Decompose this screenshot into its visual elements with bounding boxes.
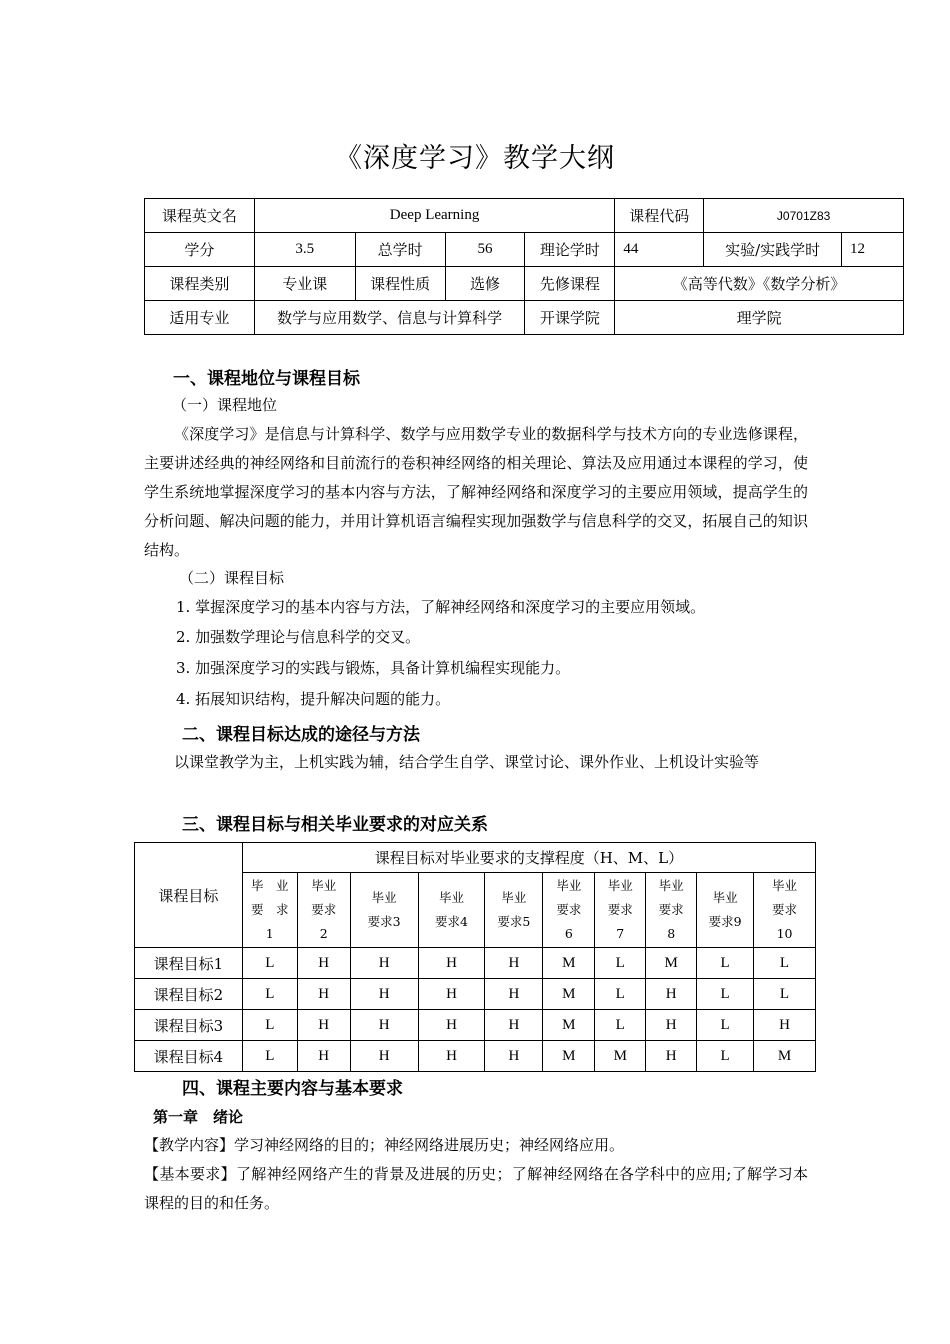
label-english-name: 课程英文名 — [145, 199, 255, 233]
support-level-cell: H — [297, 979, 350, 1010]
req-header: 毕业 要求9 — [697, 873, 754, 948]
section1-sub2: （二）课程目标 — [179, 569, 285, 587]
lab-hours: 12 — [842, 233, 904, 267]
support-level-cell: L — [242, 948, 297, 979]
label-major: 适用专业 — [145, 301, 255, 335]
req-header: 毕业 要求3 — [350, 873, 418, 948]
req-header: 毕 业 要 求 1 — [242, 873, 297, 948]
section1-para1: 《深度学习》是信息与计算科学、数学与应用数学专业的数据科学与技术方向的专业选修课程，主要讲述经典的神经网络和目前流行的卷积神经网络的相关理论、算法及应用通过本课程的学习，使学生系统地掌握深度学习的基本内容与方法，了解神经网络和深度学习的主要应用领域，提高学生的分析问题、解决问题的能力，并用计算机语言编程实现加强数学与信息科学的交叉，拓展自己的知识结构。 — [144, 425, 808, 559]
support-level-cell: M — [543, 1010, 595, 1041]
support-level-cell: H — [297, 1041, 350, 1072]
goal-label: 课程目标3 — [135, 1010, 243, 1041]
label-total-hours: 总学时 — [355, 233, 445, 267]
section3-heading: 三、课程目标与相关毕业要求的对应关系 — [182, 815, 488, 835]
table-row — [145, 301, 904, 335]
theory-hours: 44 — [615, 233, 704, 267]
support-level-cell: L — [697, 1010, 754, 1041]
support-level-cell: H — [646, 1010, 697, 1041]
chapter1-title: 第一章 绪论 — [153, 1108, 244, 1126]
total-hours: 56 — [445, 233, 525, 267]
label-course-code: 课程代码 — [615, 199, 704, 233]
support-level-cell: M — [595, 1041, 646, 1072]
support-level-cell: L — [595, 979, 646, 1010]
support-level-cell: L — [242, 979, 297, 1010]
support-level-cell: L — [697, 948, 754, 979]
college: 理学院 — [615, 301, 904, 335]
prereq: 《高等代数》《数学分析》 — [615, 267, 904, 301]
label-prereq: 先修课程 — [525, 267, 615, 301]
label-college: 开课学院 — [525, 301, 615, 335]
support-level-cell: M — [646, 948, 697, 979]
chapter1-content — [144, 1131, 624, 1160]
category: 专业课 — [254, 267, 355, 301]
support-level-cell: H — [350, 979, 418, 1010]
req-header: 毕业 要求 7 — [595, 873, 646, 948]
support-level-cell: L — [697, 1041, 754, 1072]
label-lab-hours: 实验/实践学时 — [704, 233, 842, 267]
support-level-cell: L — [754, 979, 816, 1010]
support-level-cell: M — [543, 948, 595, 979]
section1-heading: 一、课程地位与课程目标 — [173, 369, 360, 389]
label-theory-hours: 理论学时 — [525, 233, 615, 267]
span-header: 课程目标对毕业要求的支撑程度（H、M、L） — [242, 843, 815, 873]
label-credit: 学分 — [145, 233, 255, 267]
support-level-cell: H — [350, 1041, 418, 1072]
content-label: 【教学内容】 — [144, 1136, 235, 1154]
english-name: Deep Learning — [254, 199, 615, 233]
goal-item: 1. 掌握深度学习的基本内容与方法，了解神经网络和深度学习的主要应用领域。 — [176, 598, 706, 616]
support-level-cell: H — [350, 1010, 418, 1041]
section2-heading: 二、课程目标达成的途径与方法 — [182, 725, 420, 745]
support-level-cell: H — [418, 948, 485, 979]
req-header: 毕业 要求5 — [485, 873, 543, 948]
req-header: 毕业 要求 2 — [297, 873, 350, 948]
page-title: 《深度学习》教学大纲 — [335, 143, 615, 174]
table-row — [135, 948, 816, 979]
support-level-cell: H — [418, 1041, 485, 1072]
support-level-cell: L — [697, 979, 754, 1010]
section1-sub1: （一）课程地位 — [172, 396, 278, 414]
goal-label: 课程目标1 — [135, 948, 243, 979]
label-nature: 课程性质 — [355, 267, 445, 301]
table-row — [145, 199, 904, 233]
support-level-cell: M — [543, 1041, 595, 1072]
req-header: 毕业 要求 6 — [543, 873, 595, 948]
table-row — [135, 979, 816, 1010]
support-level-cell: L — [595, 948, 646, 979]
nature: 选修 — [445, 267, 525, 301]
requirement-text: 了解神经网络产生的背景及进展的历史；了解神经网络在各学科中的应用;了解学习本课程的目的和任务。 — [144, 1165, 808, 1212]
goal-item: 3. 加强深度学习的实践与锻炼，具备计算机编程实现能力。 — [176, 659, 571, 677]
support-level-cell: H — [485, 948, 543, 979]
support-level-cell: H — [297, 948, 350, 979]
table-row — [145, 233, 904, 267]
section4-heading: 四、课程主要内容与基本要求 — [182, 1079, 403, 1099]
course-info-table — [144, 198, 904, 335]
goal-label: 课程目标2 — [135, 979, 243, 1010]
goal-label: 课程目标4 — [135, 1041, 243, 1072]
corner-header: 课程目标 — [135, 843, 243, 948]
support-level-cell: L — [595, 1010, 646, 1041]
support-level-cell: H — [350, 948, 418, 979]
req-header: 毕业 要求4 — [418, 873, 485, 948]
support-level-cell: H — [485, 979, 543, 1010]
table-row — [135, 1041, 816, 1072]
major: 数学与应用数学、信息与计算科学 — [254, 301, 525, 335]
req-header: 毕业 要求 10 — [754, 873, 816, 948]
support-level-cell: H — [418, 1010, 485, 1041]
support-level-cell: H — [418, 979, 485, 1010]
support-level-cell: L — [754, 948, 816, 979]
support-level-cell: M — [543, 979, 595, 1010]
table-body — [135, 948, 816, 1072]
section2-para: 以课堂教学为主，上机实践为辅，结合学生自学、课堂讨论、课外作业、上机设计实验等 — [174, 753, 760, 771]
support-level-cell: M — [754, 1041, 816, 1072]
credit: 3.5 — [254, 233, 355, 267]
table-row — [135, 843, 816, 873]
support-level-cell: H — [297, 1010, 350, 1041]
table-row — [135, 1010, 816, 1041]
goal-item: 2. 加强数学理论与信息科学的交叉。 — [176, 628, 421, 646]
content-text: 学习神经网络的目的；神经网络进展历史；神经网络应用。 — [234, 1136, 625, 1154]
table-row — [145, 267, 904, 301]
course-code: J0701Z83 — [704, 199, 904, 233]
goal-item: 4. 拓展知识结构，提升解决问题的能力。 — [176, 690, 451, 708]
support-level-cell: H — [485, 1041, 543, 1072]
support-level-cell: L — [242, 1010, 297, 1041]
label-category: 课程类别 — [145, 267, 255, 301]
chapter1-requirement — [144, 1160, 808, 1218]
support-level-cell: H — [754, 1010, 816, 1041]
goal-requirement-table — [134, 842, 816, 1072]
support-level-cell: H — [485, 1010, 543, 1041]
support-level-cell: L — [242, 1041, 297, 1072]
support-level-cell: H — [646, 1041, 697, 1072]
requirement-label: 【基本要求】 — [144, 1165, 236, 1183]
support-level-cell: H — [646, 979, 697, 1010]
req-header: 毕业 要求 8 — [646, 873, 697, 948]
